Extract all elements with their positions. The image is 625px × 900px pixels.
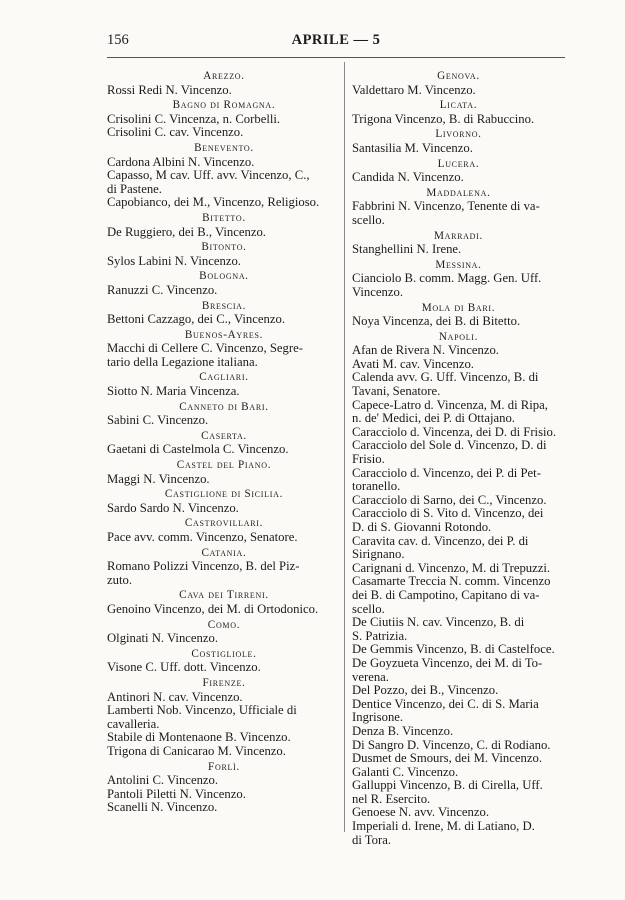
entry-line: Dusmet de Smours, dei M. Vincenzo. — [352, 752, 542, 766]
name-entry — [107, 255, 341, 269]
header-rule — [107, 57, 565, 58]
place-heading: Brescia. — [201, 299, 247, 312]
name-entry — [352, 344, 565, 358]
name-entry — [352, 84, 565, 98]
entry-line: Olginati N. Vincenzo. — [107, 632, 219, 646]
name-entry — [352, 806, 565, 820]
entry-line: Calenda avv. G. Uff. Vincenzo, B. di — [352, 371, 539, 385]
entry-continuation: Frisio. — [352, 452, 385, 467]
entry-line: Capece-Latro d. Vincenza, M. di Ripa, — [352, 398, 548, 412]
name-entry — [352, 684, 565, 698]
entry-continuation: S. Patrizia. — [352, 628, 408, 643]
entry-continuation: scello. — [352, 212, 385, 227]
entry-continuation: Ingrisone. — [352, 710, 404, 725]
name-entry — [107, 691, 341, 705]
name-entry — [107, 502, 341, 516]
entry-line: Stanghellini N. Irene. — [352, 243, 462, 257]
name-entry — [352, 243, 565, 257]
name-entry — [352, 657, 565, 684]
name-entry — [352, 358, 565, 372]
entry-line: Del Pozzo, dei B., Vincenzo. — [352, 684, 499, 698]
name-entry — [352, 562, 565, 576]
entry-line: Denza B. Vincenzo. — [352, 724, 454, 738]
entry-line: Caravita cav. d. Vincenzo, dei P. di — [352, 534, 529, 548]
entry-line: Scanelli N. Vincenzo. — [107, 801, 218, 815]
place-heading: Maddalena. — [426, 186, 491, 199]
name-entry — [352, 371, 565, 398]
name-entry — [352, 820, 565, 847]
name-entry — [352, 766, 565, 780]
entry-line: Casamarte Treccia N. comm. Vincenzo — [352, 575, 551, 589]
entry-continuation: scello. — [352, 601, 385, 616]
name-entry — [107, 531, 341, 545]
name-entry — [352, 752, 565, 766]
entry-continuation: Vincenzo. — [352, 284, 404, 299]
name-entry — [352, 535, 565, 562]
place-heading: Benevento. — [194, 141, 254, 154]
entry-continuation: verena. — [352, 669, 389, 684]
name-entry — [352, 171, 565, 185]
entry-continuation: dei B. di Campotino, Capitano di va- — [352, 587, 540, 602]
page-number: 156 — [107, 32, 129, 48]
name-entry — [352, 698, 565, 725]
name-entry — [352, 272, 565, 299]
entry-line: De Gemmis Vincenzo, B. di Castelfoce. — [352, 643, 555, 657]
place-heading: Buenos-Ayres. — [184, 328, 264, 341]
name-entry — [352, 467, 565, 494]
entry-continuation: nel R. Esercito. — [352, 791, 431, 806]
entry-line: Galluppi Vincenzo, B. di Cirella, Uff. — [352, 779, 543, 793]
name-entry — [352, 725, 565, 739]
entry-continuation: D. di S. Giovanni Rotondo. — [352, 520, 492, 534]
entry-line: Caracciolo d. Vincenzo, dei P. di Pet- — [352, 466, 541, 480]
entry-continuation: zuto. — [107, 572, 133, 587]
name-entry — [107, 560, 341, 587]
place-heading: Forlì. — [208, 760, 240, 773]
column-divider — [344, 62, 345, 832]
place-heading: Licata. — [439, 99, 478, 112]
entry-line: Valdettaro M. Vincenzo. — [352, 83, 476, 97]
entry-line: Sabini C. Vincenzo. — [107, 414, 209, 428]
name-entry — [107, 443, 341, 457]
place-heading: Castiglione di Sicilia. — [164, 488, 284, 501]
entry-line: Gaetani di Castelmola C. Vincenzo. — [107, 443, 289, 457]
place-heading: Arezzo. — [203, 70, 245, 82]
name-entry — [107, 84, 341, 98]
name-entry — [352, 616, 565, 643]
name-entry — [107, 313, 341, 327]
name-entry — [107, 788, 341, 802]
name-entry — [107, 156, 341, 170]
entry-line: Antolini C. Vincenzo. — [107, 774, 219, 788]
place-heading: Castel del Piano. — [176, 459, 272, 472]
entry-line: Caracciolo d. Vincenza, dei D. di Frisio. — [352, 425, 557, 439]
page-title: APRILE — 5 — [291, 32, 381, 48]
name-entry — [352, 113, 565, 127]
place-heading: Lucera. — [437, 157, 480, 170]
name-entry — [352, 142, 565, 156]
entry-continuation: di Tora. — [352, 832, 392, 847]
name-entry — [107, 196, 341, 210]
entry-line: Pace avv. comm. Vincenzo, Senatore. — [107, 531, 298, 544]
entry-line: Trigona di Canicarao M. Vincenzo. — [107, 744, 286, 758]
place-heading: Bagno di Romagna. — [172, 99, 276, 112]
place-heading: Castrovillari. — [184, 517, 264, 530]
place-heading: Caserta. — [201, 429, 247, 442]
entry-line: Cardona Albini N. Vincenzo. — [107, 155, 255, 169]
name-entry — [352, 739, 565, 753]
place-heading: Genova. — [437, 70, 480, 82]
place-heading: Canneto di Bari. — [179, 400, 269, 413]
name-entry — [107, 704, 341, 731]
place-heading: Cagliari. — [199, 371, 249, 384]
entry-line: Imperiali d. Irene, M. di Latiano, D. — [352, 820, 535, 834]
name-entry — [107, 801, 341, 815]
entry-line: Galanti C. Vincenzo. — [352, 765, 459, 779]
place-heading: Costigliole. — [191, 647, 257, 660]
entry-line: Antinori N. cav. Vincenzo. — [107, 690, 243, 704]
page-header — [107, 32, 565, 52]
name-entry — [107, 774, 341, 788]
place-heading: Bitetto. — [202, 211, 246, 224]
entry-line: De Goyzueta Vincenzo, dei M. di To- — [352, 656, 543, 670]
name-entry — [352, 315, 565, 329]
entry-line: Capobianco, dei M., Vincenzo, Religioso. — [107, 196, 320, 210]
entry-line: Stabile di Montenaone B. Vincenzo. — [107, 731, 291, 745]
entry-line: Santasilia M. Vincenzo. — [352, 141, 473, 155]
left-column — [107, 68, 341, 815]
entry-line: Caracciolo del Sole d. Vincenzo, D. di — [352, 439, 547, 453]
entry-line: Avati M. cav. Vincenzo. — [352, 357, 474, 371]
entry-line: Genoino Vincenzo, dei M. di Ortodonico. — [107, 602, 319, 616]
name-entry — [352, 426, 565, 440]
entry-line: Candida N. Vincenzo. — [352, 171, 464, 185]
name-entry — [107, 745, 341, 759]
entry-line: Romano Polizzi Vincenzo, B. del Piz- — [107, 560, 300, 574]
place-heading: Marradi. — [433, 229, 483, 242]
entry-continuation: n. de' Medici, dei P. di Ottajano. — [352, 411, 515, 426]
entry-line: Ranuzzi C. Vincenzo. — [107, 283, 218, 297]
right-column — [352, 68, 565, 847]
name-entry — [352, 399, 565, 426]
name-entry — [107, 226, 341, 240]
entry-line: Sylos Labini N. Vincenzo. — [107, 254, 241, 268]
name-entry — [352, 439, 565, 466]
name-entry — [107, 414, 341, 428]
name-entry — [352, 575, 565, 616]
entry-line: Siotto N. Maria Vincenza. — [107, 385, 240, 399]
entry-line: Caracciolo di S. Vito d. Vincenzo, dei — [352, 507, 544, 521]
place-heading: Messina. — [435, 258, 482, 271]
place-heading: Napoli. — [438, 330, 479, 343]
name-entry — [107, 284, 341, 298]
entry-line: Capasso, M cav. Uff. avv. Vincenzo, C., — [107, 169, 310, 183]
name-entry — [352, 507, 565, 534]
entry-line: Genoese N. avv. Vincenzo. — [352, 806, 489, 820]
name-entry — [107, 126, 341, 140]
entry-line: Pantoli Piletti N. Vincenzo. — [107, 787, 246, 801]
entry-line: De Ciutiis N. cav. Vincenzo, B. di — [352, 616, 525, 630]
entry-line: Lamberti Nob. Vincenzo, Ufficiale di — [107, 704, 297, 718]
entry-line: Trigona Vincenzo, B. di Rabuccino. — [352, 112, 535, 126]
place-heading: Livorno. — [435, 128, 482, 141]
name-entry — [107, 632, 341, 646]
entry-continuation: tario della Legazione italiana. — [107, 354, 258, 369]
entry-line: Crisolini C. cav. Vincenzo. — [107, 126, 244, 140]
name-entry — [107, 113, 341, 127]
place-heading: Bitonto. — [201, 241, 247, 254]
entry-line: Dentice Vincenzo, dei C. di S. Maria — [352, 697, 539, 711]
name-entry — [107, 385, 341, 399]
entry-continuation: Sirignano. — [352, 547, 405, 562]
name-entry — [107, 731, 341, 745]
entry-line: Caracciolo di Sarno, dei C., Vincenzo. — [352, 493, 547, 507]
entry-line: Rossi Redi N. Vincenzo. — [107, 83, 232, 97]
entry-line: Crisolini C. Vincenza, n. Corbelli. — [107, 112, 281, 126]
place-heading: Catania. — [201, 546, 247, 559]
name-entry — [107, 169, 341, 196]
entry-line: Cianciolo B. comm. Magg. Gen. Uff. — [352, 272, 542, 286]
name-entry — [107, 603, 341, 617]
place-heading: Como. — [207, 618, 241, 631]
entry-continuation: cavalleria. — [107, 716, 160, 731]
name-entry — [107, 473, 341, 487]
name-entry — [352, 494, 565, 508]
entry-line: Maggi N. Vincenzo. — [107, 472, 210, 486]
entry-continuation: di Pastene. — [107, 181, 162, 196]
name-entry — [352, 779, 565, 806]
entry-line: Bettoni Cazzago, dei C., Vincenzo. — [107, 313, 285, 327]
entry-line: Carignani d. Vincenzo, M. di Trepuzzi. — [352, 561, 551, 575]
name-entry — [107, 661, 341, 675]
place-heading: Mola di Bari. — [421, 301, 496, 314]
name-entry — [107, 342, 341, 369]
place-heading: Firenze. — [202, 676, 246, 689]
entry-continuation: toranello. — [352, 479, 401, 494]
entry-line: Fabbrini N. Vincenzo, Tenente di va- — [352, 200, 540, 214]
place-heading: Cava dei Tirreni. — [179, 589, 269, 602]
entry-line: Afan de Rivera N. Vincenzo. — [352, 344, 499, 358]
entry-line: Macchi di Cellere C. Vincenzo, Segre- — [107, 342, 303, 356]
name-entry — [352, 643, 565, 657]
entry-line: Noya Vincenza, dei B. di Bitetto. — [352, 315, 521, 329]
entry-line: Visone C. Uff. dott. Vincenzo. — [107, 661, 261, 675]
place-heading: Bologna. — [199, 270, 249, 283]
entry-continuation: Tavani, Senatore. — [352, 384, 441, 399]
entry-line: Di Sangro D. Vincenzo, C. di Rodiano. — [352, 738, 551, 752]
entry-line: Sardo Sardo N. Vincenzo. — [107, 501, 239, 515]
entry-line: De Ruggiero, dei B., Vincenzo. — [107, 225, 266, 239]
name-entry — [352, 200, 565, 227]
